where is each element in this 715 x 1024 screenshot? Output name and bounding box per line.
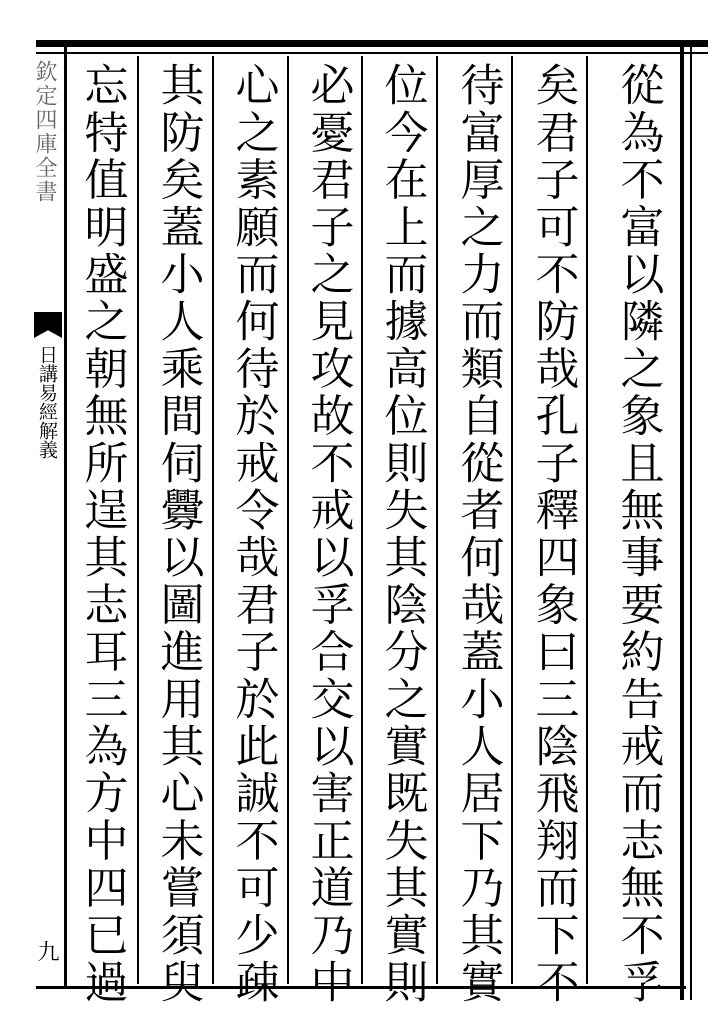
margin-book-title: 日講易經解義 <box>36 345 58 459</box>
text-column-content: 其防矣蓋小人乘間伺釁以圖進用其心未嘗須臾 <box>152 62 204 1006</box>
right-border-rule-outer <box>690 40 692 1000</box>
text-column-content: 待富厚之力而類自從者何哉蓋小人居下乃其實 <box>452 62 504 1006</box>
text-column <box>215 62 290 1006</box>
text-column <box>440 62 515 1006</box>
margin-title: 欽定四庫全書 <box>32 60 57 204</box>
text-column-content: 從為不富以隣之象且無事要約告戒而志無不孚 <box>612 62 664 1006</box>
text-column <box>140 62 215 1006</box>
right-border-rule <box>680 40 684 1000</box>
text-column-content: 必憂君子之見攻故不戒以孚合交以害正道乃中 <box>302 62 354 1006</box>
text-column <box>515 62 590 1006</box>
text-column-content: 矣君子可不防哉孔子釋四象曰三陰飛翔而下不 <box>527 62 579 1006</box>
text-column <box>600 62 675 1006</box>
top-border-rule <box>36 40 708 47</box>
text-column-content: 忘特值明盛之朝無所逞其志耳三為方中四已過 <box>76 62 128 1006</box>
text-column-content: 心之素願而何待於戒令哉君子於此誠不可少疎 <box>227 62 279 1006</box>
text-column <box>364 62 439 1006</box>
text-column <box>64 62 139 1006</box>
bottom-border-rule <box>36 986 686 989</box>
text-column-content: 位今在上而據高位則失其陰分之實既失其實則 <box>376 62 428 1006</box>
margin-page-number: 九 <box>34 940 59 962</box>
text-column <box>290 62 365 1006</box>
top-border-rule-thin <box>36 52 708 54</box>
